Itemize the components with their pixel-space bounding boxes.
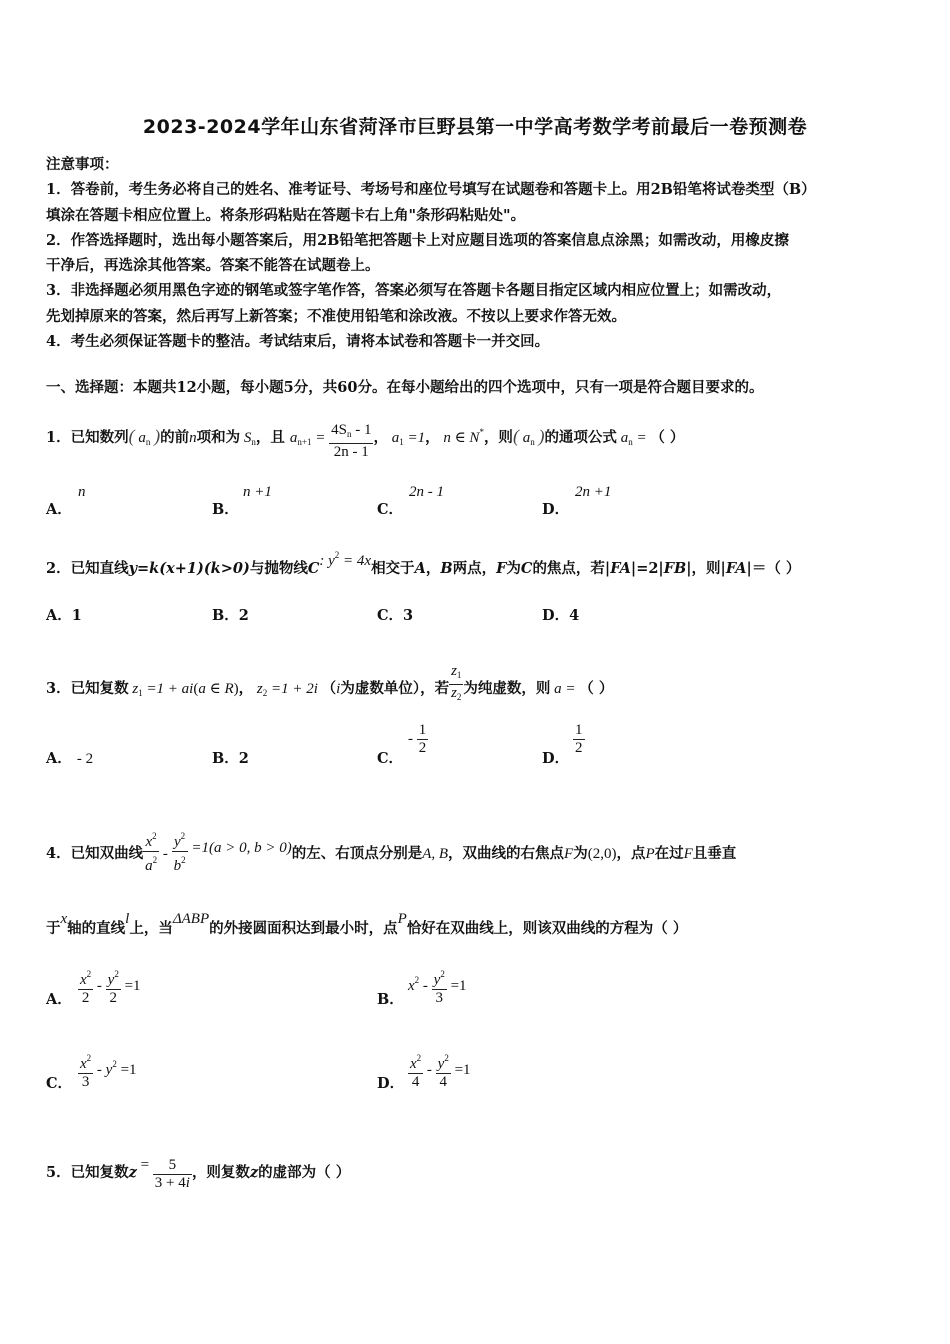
q1-option-d-value: 2n +1 [575,484,612,500]
q4-option-b[interactable]: B． [377,991,404,1008]
q3-option-a[interactable]: A． - 2 [46,750,94,767]
question-5: 5．已知复数z = $\frac{5}{3 + 4i}$ ，则复数z的虚部为（ ） [46,1157,351,1191]
q4-option-a[interactable]: A． [46,991,72,1008]
notice-line: 1．答卷前，考生务必将自己的姓名、准考证号、考场号和座位号填写在试题卷和答题卡上。用2B铅笔将试卷类型（B） [46,181,816,199]
notice-line: 2．作答选择题时，选出每小题答案后，用2B铅笔把答题卡上对应题目选项的答案信息点涂黑；如需改动，用橡皮擦 [46,231,789,249]
q2-option-a[interactable]: A．1 [46,607,82,624]
question-2: 2．已知直线y=k(x+1)(k>0)与抛物线C: $y^2 = 4x$相交于A，B两点，F为C的焦点，若|FA|=2|FB|，则|FA|＝（ ） [46,550,801,577]
question-3: 3．已知复数 $z_1 =1 + ai(a$ ∈ R)， $z_2 =1 + 2i$ （i为虚数单位），若 $\frac{z_1}{z_2}$ 为纯虚数，则 a = （ ） [46,663,614,702]
q2-option-d[interactable]: D．4 [542,607,580,624]
q1-option-c[interactable]: C． [377,501,404,518]
notice-line: 4．考生必须保证答题卡的整洁。考试结束后，请将本试卷和答题卡一并交回。 [46,333,550,351]
q1-option-b[interactable]: B． [212,501,239,518]
question-4: 4．已知双曲线 $\frac{x^2}{a^2}$ - $\frac{y^2}{b^2}$ =1(a > 0, b > 0)的左、右顶点分别是A, B，双曲线的右焦点F为(2,0)，点P在过F且垂直 [46,828,736,875]
section-heading: 一、选择题：本题共12小题，每小题5分，共60分。在每小题给出的四个选项中，只有一项是符合题目要求的。 [46,379,764,396]
q4-option-d-value: $\frac{x^2}{4}$ - $\frac{y^2}{4}$ =1 [408,1050,471,1091]
q3-option-b[interactable]: B．2 [212,750,249,767]
notice-line: 填涂在答题卡相应位置上。将条形码粘贴在答题卡右上角"条形码粘贴处"。 [46,206,526,224]
q2-option-b[interactable]: B．2 [212,607,249,624]
notice-line: 3．非选择题必须用黑色字迹的钢笔或签字笔作答，答案必须写在答题卡各题目指定区域内相应位置上；如需改动， [46,282,782,300]
question-4-cont: 于x轴的直线l上，当ΔABP的外接圆面积达到最小时，点P恰好在双曲线上，则该双曲线的方程为（ ） [46,911,688,937]
q1-option-c-value: 2n - 1 [409,484,444,500]
notice-line: 先划掉原来的答案，然后再写上新答案；不准使用铅笔和涂改液。不按以上要求作答无效。 [46,307,626,325]
q3-option-c-value: - $\frac{1}{2}$ [408,722,427,756]
notice-block [46,152,906,354]
q3-option-c[interactable]: C． [377,750,404,767]
q3-option-d-value: $\frac{1}{2}$ [575,722,583,756]
q4-option-a-value: $\frac{x^2}{2}$ - $\frac{y^2}{2}$ =1 [78,966,141,1007]
q4-option-b-value: $x^2$ - $\frac{y^2}{3}$ =1 [408,966,467,1007]
notice-line: 干净后，再选涂其他答案。答案不能答在试题卷上。 [46,257,380,275]
question-1: 1．已知数列( $a_n$ )的前n项和为 $S_n$，且 $a_{n+1}$ = $\frac{4S_n - 1}{2n - 1}$ ， $a_1 =1$， n ∈ N*，则( $a_n$ )的通项公式 $a_n$ = （ ） [46,422,685,460]
q4-option-c-value: $\frac{x^2}{3}$ - $y^2 =1$ [78,1050,137,1091]
q1-option-a[interactable]: A． [46,501,72,518]
q2-option-c[interactable]: C．3 [377,607,414,624]
q4-option-d[interactable]: D． [377,1075,405,1092]
exam-title: 2023-2024学年山东省菏泽市巨野县第一中学高考数学考前最后一卷预测卷 [142,116,808,138]
notice-heading: 注意事项： [46,156,119,173]
q1-option-d[interactable]: D． [542,501,570,518]
q1-option-a-value: n [78,484,86,500]
q3-option-d[interactable]: D． [542,750,570,767]
q1-option-b-value: n +1 [243,484,272,500]
q4-option-c[interactable]: C． [46,1075,73,1092]
